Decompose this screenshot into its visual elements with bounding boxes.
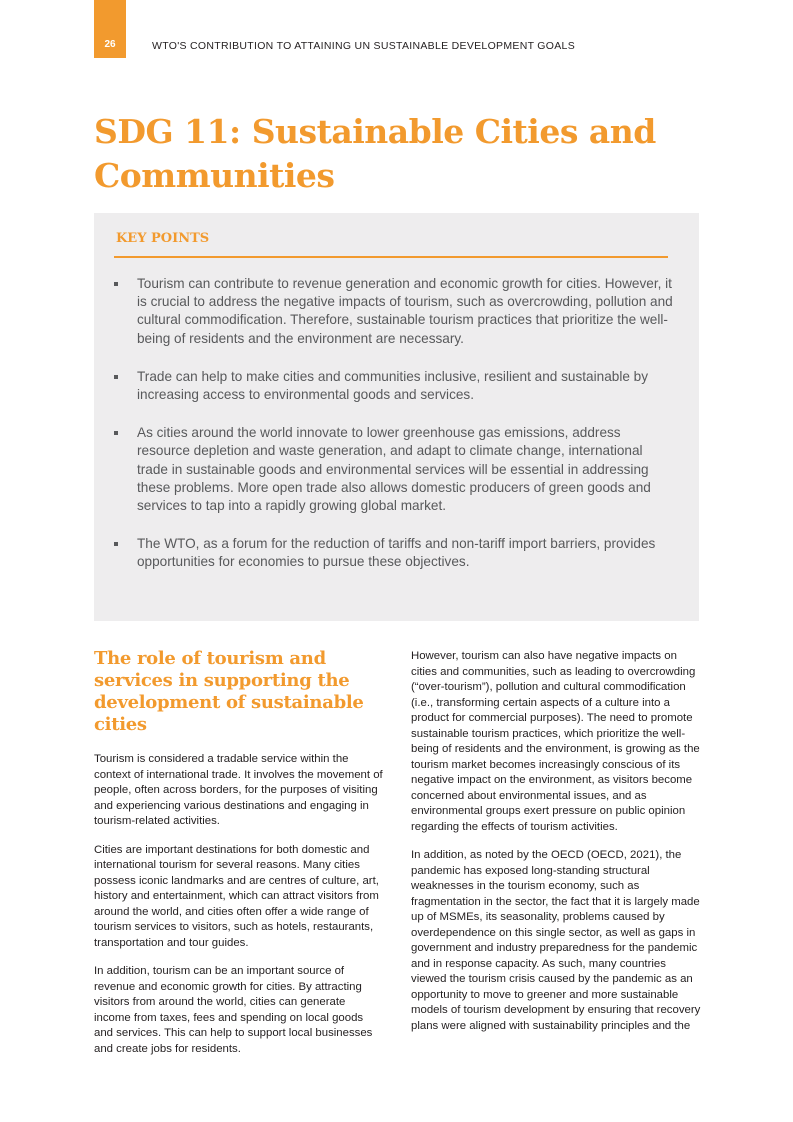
key-point-item bbox=[114, 368, 674, 404]
key-point-item bbox=[114, 535, 674, 571]
key-point-item bbox=[114, 424, 674, 515]
key-point-text: The WTO, as a forum for the reduction of tariffs and non-tariff import barriers, provides opportunities for economies to pursue these objectives. bbox=[137, 536, 656, 570]
key-point-text: Trade can help to make cities and communities inclusive, resilient and sustainable by increasing access to environmental goods and services. bbox=[137, 368, 649, 403]
left-column bbox=[94, 752, 384, 1070]
body-paragraph: However, tourism can also have negative impacts on cities and communities, such as leading to overcrowding (“over-tourism”), pollution and cultural commodification (i.e., transforming certain aspects of a culture into a product for commercial purposes). The need to promote sustainable tourism practices, which prioritize the well-being of residents and the environment, is growing as the tourism market becomes increasingly conscious of its negative impact on the environment, as visitors become concerned about environmental issues, and as environmental groups exert pressure on public opinion regarding the effects of tourism activities. bbox=[411, 650, 700, 833]
key-point-item bbox=[114, 275, 674, 348]
body-paragraph: In addition, tourism can be an important source of revenue and economic growth for cities. By attracting visitors from around the world, cities can generate income from taxes, fees and spending on local goods and services. This can help to support local businesses and create jobs for residents. bbox=[94, 965, 373, 1055]
right-column bbox=[411, 649, 701, 1047]
bullet-icon bbox=[114, 282, 118, 286]
bullet-icon bbox=[114, 431, 118, 435]
running-header: WTO'S CONTRIBUTION TO ATTAINING UN SUSTAINABLE DEVELOPMENT GOALS bbox=[152, 40, 575, 52]
bullet-icon bbox=[114, 542, 118, 546]
page-title: SDG 11: Sustainable Cities and Communities bbox=[94, 112, 656, 195]
key-points-heading: KEY POINTS bbox=[116, 231, 210, 246]
body-paragraph: Cities are important destinations for both domestic and international tourism for several reasons. Many cities possess iconic landmarks and are centres of culture, art, history and entertainment, which can attract visitors from around the world, and cities often offer a wide range of tourism services to visitors, such as hotels, restaurants, transportation and tour guides. bbox=[94, 843, 379, 949]
page-number-tab bbox=[94, 0, 126, 58]
key-point-text: As cities around the world innovate to lower greenhouse gas emissions, address resource depletion and waste generation, and adapt to climate change, international trade in sustainable goods and environmental services will be essential in addressing these problems. More open trade also allows domestic producers of green goods and services to tap into a rapidly growing global market. bbox=[137, 425, 651, 514]
page-number: 26 bbox=[104, 39, 116, 50]
key-point-text: Tourism can contribute to revenue generation and economic growth for cities. However, it is crucial to address the negative impacts of tourism, such as overcrowding, pollution and cultural commodification. Therefore, sustainable tourism practices that prioritize the well-being of residents and the environment are necessary. bbox=[137, 276, 673, 346]
key-points-list bbox=[114, 275, 674, 592]
section-heading: The role of tourism and services in supporting the development of sustainable cities bbox=[94, 648, 364, 735]
body-paragraph: Tourism is considered a tradable service within the context of international trade. It involves the movement of people, often across borders, for the purposes of visiting and experiencing various destinations and engaging in tourism-related activities. bbox=[94, 753, 383, 827]
key-points-divider bbox=[114, 256, 668, 258]
key-points-box bbox=[94, 213, 699, 621]
bullet-icon bbox=[114, 375, 118, 379]
body-paragraph: In addition, as noted by the OECD (OECD, 2021), the pandemic has exposed long-standing structural weaknesses in the tourism economy, such as fragmentation in the sector, the fact that it is largely made up of MSMEs, its seasonality, problems caused by overdependence on this single sector, as well as gaps in government and industry preparedness for the pandemic and in response capacity. As such, many countries viewed the tourism crisis caused by the pandemic as an opportunity to move to greener and more sustainable models of tourism development by ensuring that recovery plans were aligned with sustainability principles and the bbox=[411, 849, 701, 1032]
